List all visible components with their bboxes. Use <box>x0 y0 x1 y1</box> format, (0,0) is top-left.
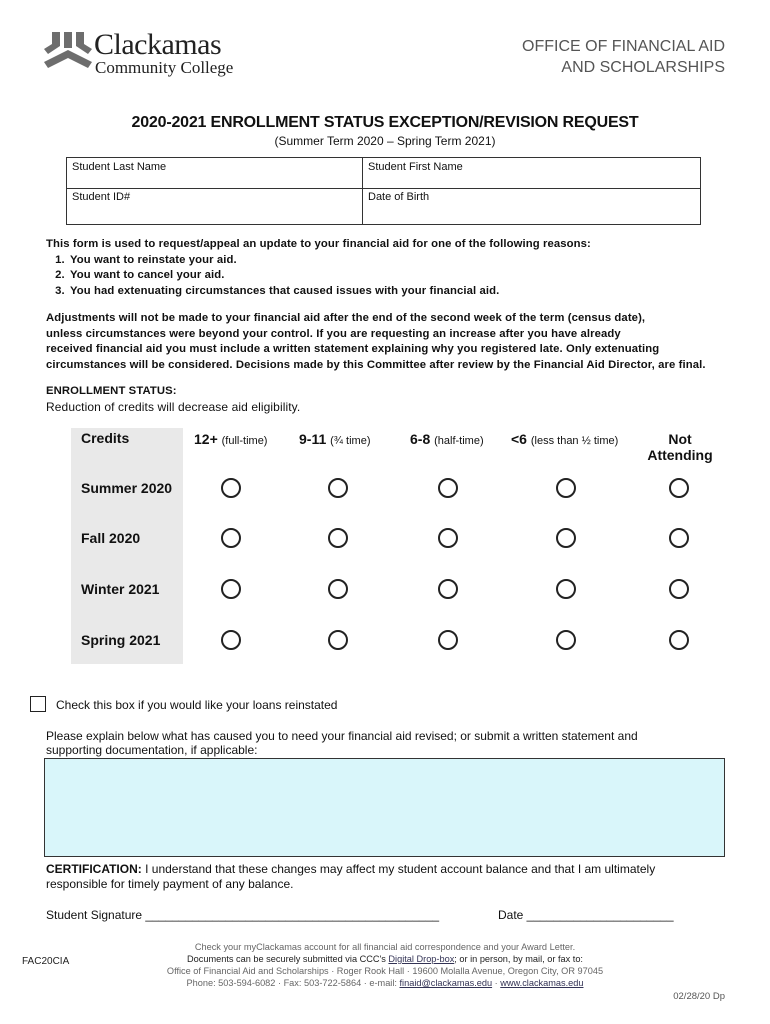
footer-line-3: Office of Financial Aid and Scholarships · Roger Rook Hall · 19600 Molalla Avenue, Oregon City, OR 97045 <box>166 966 604 976</box>
radio-fall-three-quarter[interactable] <box>328 528 348 548</box>
loans-reinstate-checkbox[interactable] <box>30 696 46 712</box>
column-value: Not <box>668 431 692 447</box>
radio-summer-half-time[interactable] <box>438 478 458 498</box>
form-subtitle: (Summer Term 2020 – Spring Term 2021) <box>274 134 496 148</box>
signature-date-line[interactable]: Date ______________________ <box>498 908 674 922</box>
column-desc: (half-time) <box>434 435 484 447</box>
footer-text: Phone: 503-594-6082 · Fax: 503-722-5864 · e-mail: <box>186 978 400 988</box>
radio-summer-full-time[interactable] <box>221 478 241 498</box>
adjustments-line: received financial aid you must include a written statement explaining why you registered late. Only extenuating <box>46 343 660 355</box>
student-id-label: Student ID# <box>72 191 131 203</box>
terms-column-background <box>71 428 183 664</box>
radio-summer-less-than-half[interactable] <box>556 478 576 498</box>
column-header-three-quarter <box>299 431 370 447</box>
adjustments-line: unless circumstances were beyond your control. If you are requesting an increase after you have already <box>46 327 621 340</box>
radio-fall-not-attending[interactable] <box>669 528 689 548</box>
column-value: 12+ <box>194 431 218 447</box>
college-logo <box>44 30 244 80</box>
office-line-1: OFFICE OF FINANCIAL AID <box>522 38 725 55</box>
last-name-label: Student Last Name <box>72 161 167 173</box>
enrollment-heading: ENROLLMENT STATUS: <box>46 385 177 397</box>
term-label-fall: Fall 2020 <box>81 530 141 546</box>
radio-spring-not-attending[interactable] <box>669 630 689 650</box>
radio-winter-less-than-half[interactable] <box>556 579 576 599</box>
website-link[interactable]: www.clackamas.edu <box>500 978 584 988</box>
email-link[interactable]: finaid@clackamas.edu <box>399 978 493 988</box>
enrollment-note: Reduction of credits will decrease aid eligibility. <box>46 400 301 414</box>
reason-item: 3. You had extenuating circumstances that caused issues with your financial aid. <box>68 284 591 300</box>
explanation-textarea[interactable] <box>44 758 725 857</box>
footer-text: Documents can be securely submitted via CCC's <box>187 954 389 964</box>
column-header-not-attending <box>640 431 720 463</box>
adjustments-paragraph <box>46 311 706 373</box>
radio-winter-full-time[interactable] <box>221 579 241 599</box>
logo-subtitle: Community College <box>95 58 234 77</box>
column-header-half-time <box>410 431 484 447</box>
explain-line: Please explain below what has caused you to need your financial aid revised; or submit a written statement and <box>46 729 638 743</box>
radio-fall-half-time[interactable] <box>438 528 458 548</box>
column-desc: (full-time) <box>221 435 268 447</box>
column-value: <6 <box>511 431 527 447</box>
date-of-birth-label: Date of Birth <box>368 191 430 203</box>
radio-spring-full-time[interactable] <box>221 630 241 650</box>
radio-winter-half-time[interactable] <box>438 579 458 599</box>
radio-spring-less-than-half[interactable] <box>556 630 576 650</box>
reasons-list <box>46 253 591 300</box>
office-line-2: AND SCHOLARSHIPS <box>561 59 725 76</box>
form-title: 2020-2021 ENROLLMENT STATUS EXCEPTION/REVISION REQUEST <box>131 114 639 131</box>
credits-header: Credits <box>81 430 130 446</box>
student-info-table <box>66 157 701 225</box>
certification-text: I understand that these changes may affect my student account balance and that I am ultimately <box>145 862 656 876</box>
radio-spring-three-quarter[interactable] <box>328 630 348 650</box>
radio-winter-not-attending[interactable] <box>669 579 689 599</box>
chevron-logo-icon <box>44 32 92 78</box>
radio-winter-three-quarter[interactable] <box>328 579 348 599</box>
term-label-winter: Winter 2021 <box>81 581 160 597</box>
digital-dropbox-link[interactable]: Digital Drop-box <box>388 954 455 964</box>
loans-reinstate-label: Check this box if you would like your loans reinstated <box>56 698 338 712</box>
certification-text: responsible for timely payment of any balance. <box>46 877 294 891</box>
explain-instructions <box>46 729 686 757</box>
column-desc: Attending <box>647 447 713 463</box>
date-of-birth-field[interactable] <box>363 188 700 224</box>
footer-line-4 <box>100 978 670 990</box>
certification-label: CERTIFICATION: <box>46 862 142 876</box>
radio-fall-full-time[interactable] <box>221 528 241 548</box>
last-name-field[interactable] <box>67 158 362 188</box>
column-desc: (¾ time) <box>330 435 371 447</box>
radio-summer-not-attending[interactable] <box>669 478 689 498</box>
footer-line-1: Check your myClackamas account for all financial aid correspondence and your Award Letter. <box>194 942 576 952</box>
logo-name: Clackamas <box>94 28 222 61</box>
column-value: 9-11 <box>299 431 327 447</box>
radio-fall-less-than-half[interactable] <box>556 528 576 548</box>
form-code: FAC20CIA <box>22 956 70 967</box>
explain-line: supporting documentation, if applicable: <box>46 743 258 757</box>
radio-spring-half-time[interactable] <box>438 630 458 650</box>
reason-item: 1. You want to reinstate your aid. <box>68 253 591 269</box>
column-desc: (less than ½ time) <box>530 435 619 447</box>
column-header-less-than-half <box>511 431 618 447</box>
footer-separator: · <box>492 978 501 988</box>
office-title <box>522 36 725 78</box>
radio-summer-three-quarter[interactable] <box>328 478 348 498</box>
adjustments-line: circumstances will be considered. Decisions made by this Committee after review by the Financial Aid Director, are final. <box>46 358 706 371</box>
student-signature-line[interactable]: Student Signature ____________________________________________ <box>46 908 440 922</box>
reasons-intro: This form is used to request/appeal an update to your financial aid for one of the following reasons: <box>46 238 591 250</box>
term-label-summer: Summer 2020 <box>81 480 173 496</box>
reason-item: 2. You want to cancel your aid. <box>68 268 591 284</box>
footer-text: ; or in person, by mail, or fax to: <box>454 954 583 964</box>
column-header-full-time <box>194 431 267 447</box>
revision-date: 02/28/20 Dp <box>673 991 725 1002</box>
reasons-section <box>46 237 591 299</box>
first-name-field[interactable] <box>363 158 700 188</box>
column-value: 6-8 <box>410 431 431 447</box>
term-label-spring: Spring 2021 <box>81 632 161 648</box>
adjustments-line: Adjustments will not be made to your financial aid after the end of the second week of the term (census date), <box>46 312 646 324</box>
first-name-label: Student First Name <box>368 161 463 173</box>
certification-statement <box>46 862 716 892</box>
footer-line-2 <box>100 954 670 966</box>
student-id-field[interactable] <box>67 188 362 224</box>
